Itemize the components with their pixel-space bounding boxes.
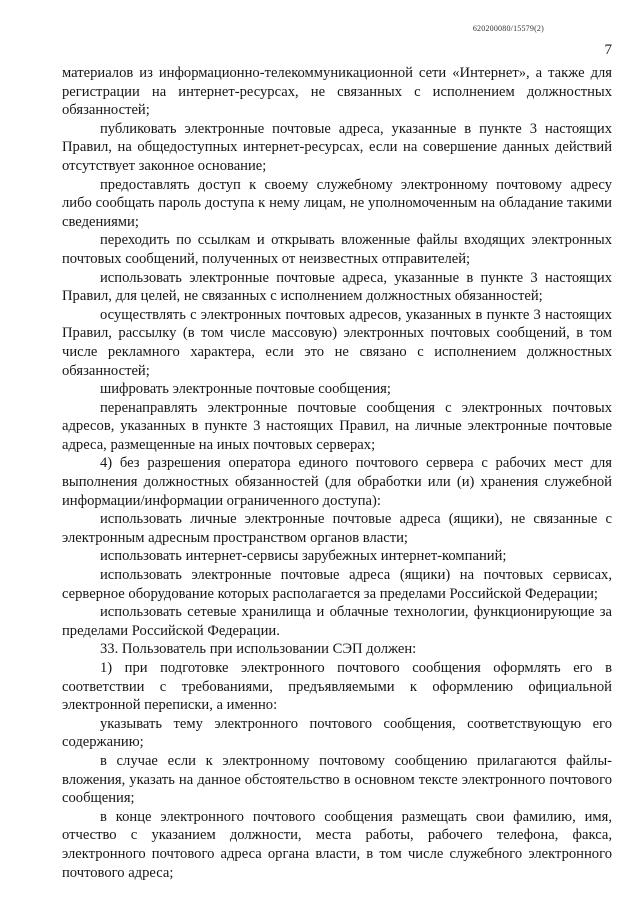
- paragraph: указывать тему электронного почтового сообщения, соответствующую его содержанию;: [62, 715, 612, 751]
- paragraph: использовать сетевые хранилища и облачные технологии, функционирующие за пределами Российской Федерации.: [62, 604, 612, 639]
- paragraph: переходить по ссылкам и открывать вложенные файлы входящих электронных почтовых сообщений, полученных от неизвестных отправителей;: [62, 232, 612, 267]
- paragraph: использовать электронные почтовые адреса (ящики) на почтовых сервисах, серверное оборудование которых располагается за пределами Российской Федерации;: [62, 567, 612, 602]
- document-registration-code: 620200080/15579(2): [472, 24, 544, 33]
- paragraph: публиковать электронные почтовые адреса, указанные в пункте 3 настоящих Правил, на общедоступных интернет-ресурсах, если на совершение данных действий отсутствует законное основание;: [62, 120, 612, 174]
- document-body: [62, 64, 612, 882]
- paragraph: 33. Пользователь при использовании СЭП должен:: [100, 641, 417, 658]
- page-number: 7: [604, 42, 612, 58]
- paragraph: использовать личные электронные почтовые адреса (ящики), не связанные с электронным адресным пространством органов власти;: [62, 511, 612, 546]
- paragraph: предоставлять доступ к своему служебному электронному почтовому адресу либо сообщать пароль доступа к нему лицам, не уполномоченным на обладание такими сведениями;: [62, 176, 612, 230]
- paragraph: в конце электронного почтового сообщения размещать свои фамилию, имя, отчество с указанием должности, места работы, рабочего телефона, факса, электронного почтового адреса органа власти, в том числе служебного электронного почтового адреса;: [62, 808, 612, 881]
- paragraph: осуществлять с электронных почтовых адресов, указанных в пункте 3 настоящих Правил, рассылку (в том числе массовую) электронных почтовых сообщений, в том числе рекламного характера, если это не связано с исполнением должностных обязанностей;: [62, 306, 612, 379]
- paragraph: в случае если к электронному почтовому сообщению прилагаются файлы-вложения, указать на данное обстоятельство в основном тексте электронного почтового сообщения;: [62, 752, 612, 807]
- paragraph: 1) при подготовке электронного почтового сообщения оформлять его в соответствии с требованиями, предъявляемыми к оформлению официальной электронной переписки, а именно:: [62, 660, 612, 714]
- paragraph: использовать электронные почтовые адреса, указанные в пункте 3 настоящих Правил, для целей, не связанных с исполнением должностных обязанностей;: [62, 269, 612, 305]
- paragraph: 4) без разрешения оператора единого почтового сервера с рабочих мест для выполнения должностных обязанностей (для обработки или (и) хранения служебной информации/информации ограниченного доступа):: [62, 455, 612, 509]
- paragraph-continuation: материалов из информационно-телекоммуникационной сети «Интернет», а также для регистрации на интернет-ресурсах, не связанных с исполнением должностных обязанностей;: [62, 65, 612, 119]
- paragraph: использовать интернет-сервисы зарубежных интернет-компаний;: [100, 548, 507, 565]
- paragraph: перенаправлять электронные почтовые сообщения с электронных почтовых адресов, указанных в пункте 3 настоящих Правил, на личные электронные почтовые адреса, размещенные на иных почтовых серверах;: [62, 399, 612, 453]
- paragraph: шифровать электронные почтовые сообщения;: [100, 381, 391, 398]
